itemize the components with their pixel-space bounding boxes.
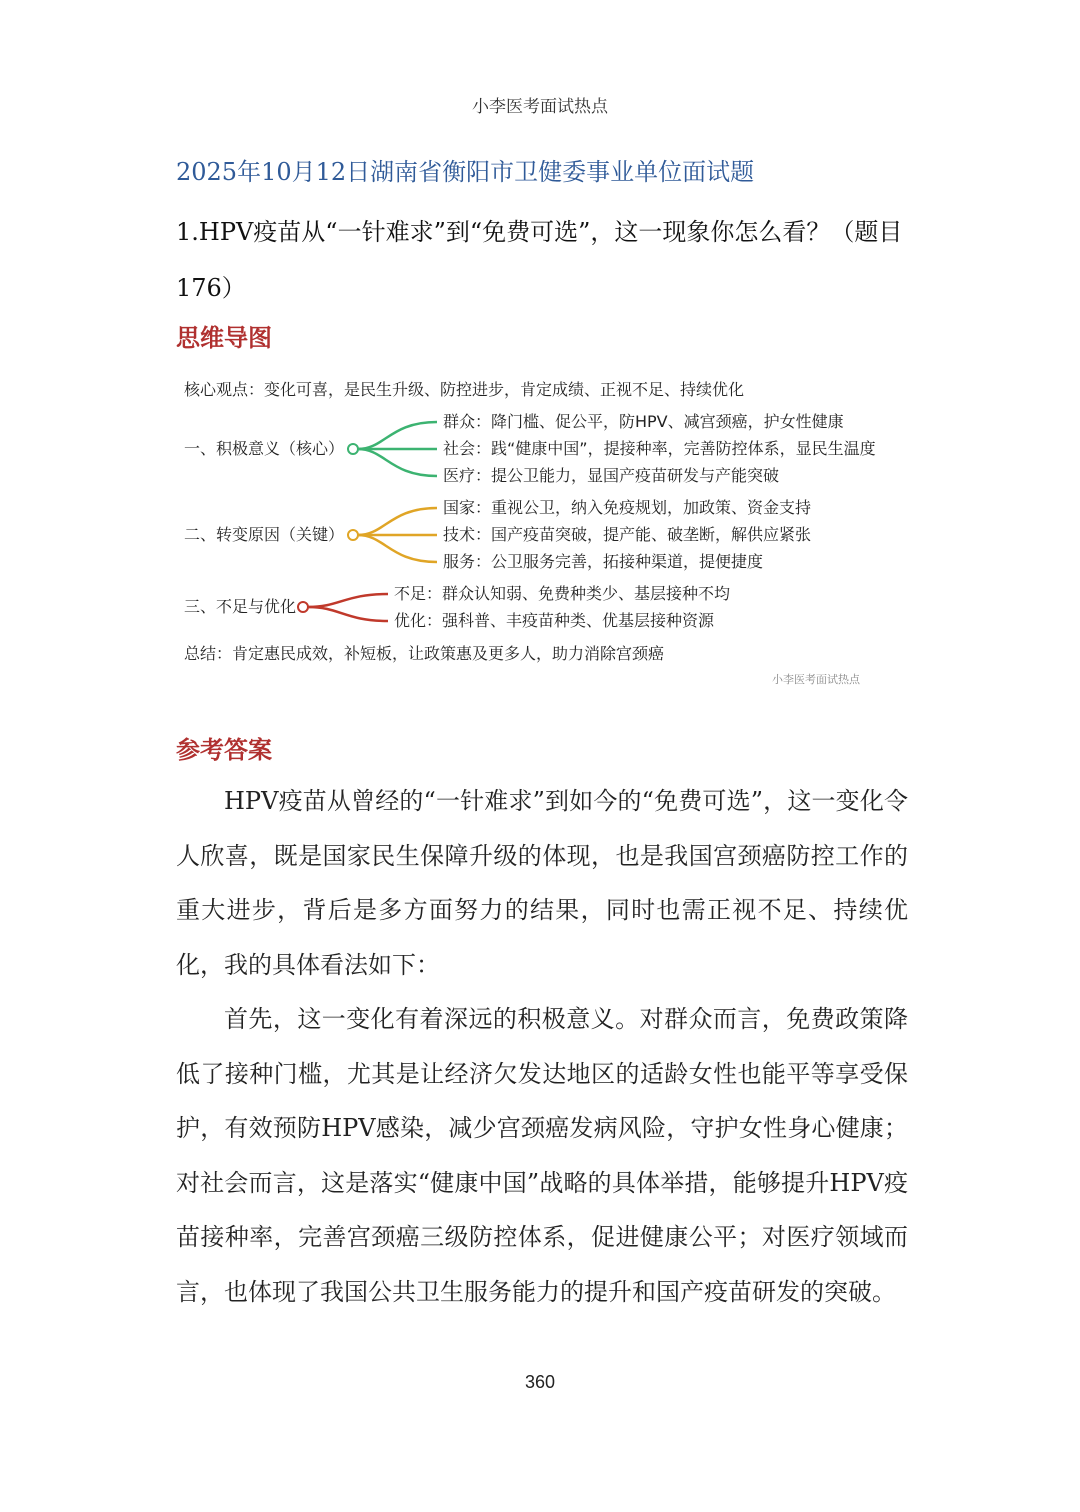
branch1-label: 一、积极意义（核心） xyxy=(184,439,345,458)
branch1-node xyxy=(348,444,358,454)
branch3-connector xyxy=(308,594,388,607)
branch3-item: 不足：群众认知弱、免费种类少、基层接种不均 xyxy=(394,584,731,603)
branch2-item: 技术：国产疫苗突破，提产能、破垄断，解供应紧张 xyxy=(443,525,812,544)
branch1-connector xyxy=(358,449,437,476)
branch1-item: 医疗：提公卫能力，显国产疫苗研发与产能突破 xyxy=(443,466,780,485)
branch3-node xyxy=(298,602,308,612)
branch2-item: 服务：公卫服务完善，拓接种渠道，提便捷度 xyxy=(443,552,764,571)
answer-paragraph: HPV疫苗从曾经的“一针难求”到如今的“免费可选”，这一变化令人欣喜，既是国家民生保障升级的体现，也是我国宫颈癌防控工作的重大进步，背后是多方面努力的结果，同时也需正视不足、持续优化，我的具体看法如下： xyxy=(176,787,908,979)
mindmap-summary: 总结：肯定惠民成效，补短板，让政策惠及更多人，助力消除宫颈癌 xyxy=(184,644,665,663)
page-header: 小李医考面试热点 xyxy=(472,97,608,117)
mindmap-watermark: 小李医考面试热点 xyxy=(772,673,860,686)
page-number: 360 xyxy=(524,1372,556,1392)
branch3-label: 三、不足与优化 xyxy=(184,597,297,616)
branch2-connector xyxy=(358,508,437,535)
document-title: 2025年10月12日湖南省衡阳市卫健委事业单位面试题 xyxy=(176,158,755,186)
mindmap-heading: 思维导图 xyxy=(176,323,272,352)
branch3-item: 优化：强科普、丰疫苗种类、优基层接种资源 xyxy=(394,611,715,630)
branch2-node xyxy=(348,530,358,540)
branch1-item: 社会：践“健康中国”，提接种率，完善防控体系，显民生温度 xyxy=(443,439,876,458)
mindmap-core: 核心观点：变化可喜，是民生升级、防控进步，肯定成绩、正视不足、持续优化 xyxy=(184,380,745,399)
branch2-connector xyxy=(358,535,437,562)
answer-paragraph: 首先，这一变化有着深远的积极意义。对群众而言，免费政策降低了接种门槛，尤其是让经济欠发达地区的适龄女性也能平等享受保护，有效预防HPV感染，减少宫颈癌发病风险，守护女性身心健康；对社会而言，这是落实“健康中国”战略的具体举措，能够提升HPV疫苗接种率，完善宫颈癌三级防控体系，促进健康公平；对医疗领域而言，也体现了我国公共卫生服务能力的提升和国产疫苗研发的突破。 xyxy=(176,1005,908,1306)
branch2-item: 国家：重视公卫，纳入免疫规划，加政策、资金支持 xyxy=(443,498,812,517)
question-text: 1.HPV疫苗从“一针难求”到“免费可选”，这一现象你怎么看？（题目176） xyxy=(176,218,903,302)
branch1-connector xyxy=(358,422,437,449)
branch2-label: 二、转变原因（关键） xyxy=(184,525,345,544)
answer-body xyxy=(176,774,908,1319)
branch3-connector xyxy=(308,607,388,621)
answer-heading: 参考答案 xyxy=(176,735,272,764)
branch1-item: 群众：降门槛、促公平，防HPV、减宫颈癌，护女性健康 xyxy=(443,412,844,431)
